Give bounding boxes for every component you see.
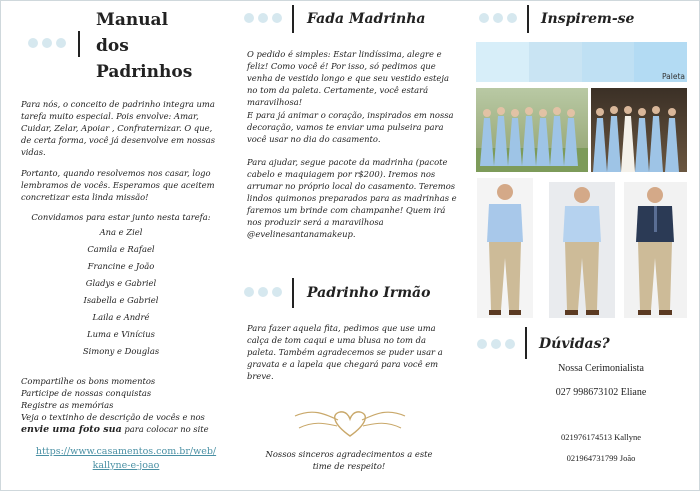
link-line-2[interactable]: kallyne-e-joao (92, 460, 160, 471)
couple-name: Luma e Vinícius (87, 329, 155, 339)
palette-swatch (529, 42, 582, 82)
duvidas-title: Dúvidas? (539, 336, 610, 352)
column-fada (233, 1, 465, 492)
title-bar (292, 278, 294, 308)
couple-name: Francine e João (87, 261, 155, 271)
intro-paragraph: Para nós, o conceito de padrinho integra uma tarefa muito especial. Pois envolve: Amar, Cuidar, Zelar, Apoiar , Confraternizar. O que, de certa forma, você já desenvolve em nossas vidas. (21, 99, 216, 157)
palette-swatch (582, 42, 635, 82)
color-palette (476, 42, 687, 82)
decor-dots (477, 339, 515, 349)
bullet-item: Veja o textinho de descrição de vocês e nos (21, 412, 205, 422)
fada-paragraph-1: O pedido é simples: Estar lindíssima, alegre e feliz! Como você é! Por isso, só pedimos que venha de vestido longo e que seu vestido esteja no tom da paleta. Certamente, você estará maravilhosa! (247, 49, 449, 107)
phone-kallyne: 021976174513 Kallyne (560, 432, 642, 442)
decor-dots (28, 38, 66, 48)
title-line: dos (96, 36, 129, 56)
couple-name: Camila e Rafael (87, 244, 155, 254)
thanks-text: Nossos sinceros agradecimentos a este time de respeito! (265, 449, 433, 471)
send-photo-line (21, 423, 221, 436)
couples-list (21, 224, 221, 360)
title-bar (527, 5, 529, 33)
groomsman-photo (549, 182, 615, 318)
send-photo-rest: para colocar no site (121, 424, 209, 434)
decor-dots (479, 13, 517, 23)
title-bar (292, 5, 294, 33)
bullet-item: Compartilhe os bons momentos (21, 376, 156, 386)
ceremonialist-label: Nossa Cerimonialista (558, 363, 644, 374)
wedding-site-link[interactable] (26, 445, 226, 473)
phone-joao: 021964731799 João (566, 453, 636, 463)
inspire-title: Inspirem-se (541, 11, 635, 27)
title-bar (78, 31, 80, 57)
palette-swatch (476, 42, 529, 82)
decor-dots (244, 13, 282, 23)
decor-dots (244, 287, 282, 297)
fada-paragraph-3: Para ajudar, segue pacote da madrinha (pacote cabelo e maquiagem por r$200). Iremos nos arrumar no próprio local do casamento. Teremos lindos quimonos preparados para as madrinhas e faremos um brinde com champanhe! Quem irá nos produzir será a maravilhosa @evelinesantanamakeup. (247, 157, 457, 239)
fada-title: Fada Madrinha (307, 11, 426, 27)
invite-line: Convidamos para estar junto nesta tarefa: (31, 212, 211, 222)
paragraph-portanto: Portanto, quando resolvemos nos casar, logo lembramos de vocês. Esperamos que aceitem concretizar esta linda missão! (21, 168, 215, 202)
column-manual (1, 1, 233, 492)
irmao-paragraph: Para fazer aquela fita, pedimos que use uma calça de tom caqui e uma blusa no tom da paleta. Também agradecemos se puder usar a gravata e a lapela que chegará para você em breve. (247, 323, 443, 381)
bullet-list (21, 375, 221, 436)
couple-name: Gladys e Gabriel (85, 278, 157, 288)
couple-name: Laila e André (92, 312, 150, 322)
title-line: Padrinhos (96, 62, 193, 82)
main-title (96, 7, 192, 85)
title-line: Manual (96, 10, 169, 30)
groomsman-photo (624, 182, 687, 318)
link-line-1[interactable]: https://www.casamentos.com.br/web/ (35, 446, 217, 457)
heart-ribbon-icon (293, 406, 408, 441)
bullet-item: Participe de nossas conquistas (21, 388, 152, 398)
couple-name: Ana e Ziel (99, 227, 143, 237)
irmao-title: Padrinho Irmão (307, 285, 431, 301)
groomsman-photo (477, 178, 533, 318)
couple-name: Isabella e Gabriel (83, 295, 159, 305)
couple-name: Simony e Douglas (82, 346, 160, 356)
palette-label: Paleta (661, 72, 685, 81)
fada-paragraph-2: E para já animar o coração, inspirados em nossa decoração, vamos te enviar uma pulseira para você usar no dia do casamento. (247, 110, 454, 144)
send-photo-bold: envie uma foto sua (21, 424, 122, 435)
bullet-item: Registre as memórias (21, 400, 114, 410)
bridesmaids-photo (591, 88, 687, 172)
title-bar (525, 327, 527, 359)
bridesmaids-photo (476, 88, 588, 172)
phone-eliane: 027 998673102 Eliane (555, 387, 647, 398)
